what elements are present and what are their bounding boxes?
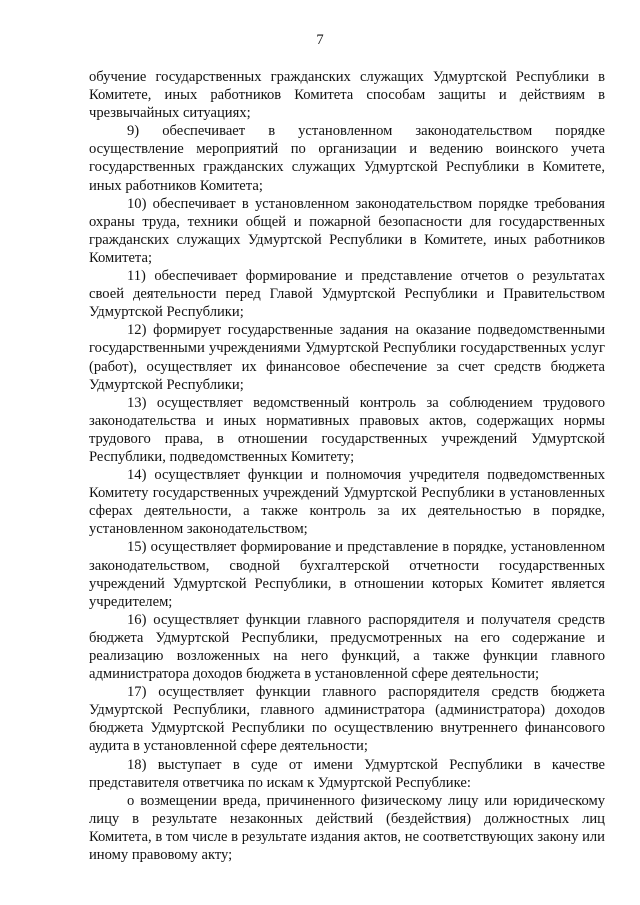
paragraph-item-18: 18) выступает в суде от имени Удмуртской Республики в качестве представителя ответчика по искам к Удмуртской Республике: <box>89 756 605 791</box>
page-number: 7 <box>316 32 324 48</box>
paragraph-item-17: 17) осуществляет функции главного распорядителя средств бюджета Удмуртской Республики, главного администратора (администратора) доходов бюджета Удмуртской Республики по осуществлению внутреннего финансового аудита в установленной сфере деятельности; <box>89 684 605 755</box>
paragraph-item-14: 14) осуществляет функции и полномочия учредителя подведомственных Комитету государственных учреждений Удмуртской Республики в установленных сферах деятельности, а также контроль за их деятельностью в порядке, установленном законодательством; <box>89 467 605 538</box>
paragraph-item-9: 9) обеспечивает в установленном законодательством порядке осуществление мероприятий по организации и ведению воинского учета государственных гражданских служащих Удмуртской Республики в Комитете, иных работников Комитета; <box>89 123 605 194</box>
paragraph-continuation: обучение государственных гражданских служащих Удмуртской Республики в Комитете, иных работников Комитета способам защиты и действиям в чрезвычайных ситуациях; <box>89 69 605 122</box>
paragraph-item-12: 12) формирует государственные задания на оказание подведомственными государственными учреждениями Удмуртской Республики государственных услуг (работ), осуществляет их финансовое обеспечение за счет средств бюджета Удмуртской Республики; <box>89 322 605 393</box>
paragraph-item-16: 16) осуществляет функции главного распорядителя и получателя средств бюджета Удмуртской Республики, предусмотренных на его содержание и реализацию возложенных на него функций, а также функции главного администратора доходов бюджета в установленной сфере деятельности; <box>89 611 605 683</box>
document-body <box>89 68 605 864</box>
paragraph-item-11: 11) обеспечивает формирование и представление отчетов о результатах своей деятельности перед Главой Удмуртской Республики и Правительством Удмуртской Республики; <box>89 268 605 321</box>
paragraph-item-13: 13) осуществляет ведомственный контроль за соблюдением трудового законодательства и иных нормативных правовых актов, содержащих нормы трудового права, в отношении государственных учреждений Удмуртской Республики, подведомственных Комитету; <box>89 394 605 465</box>
paragraph-item-15: 15) осуществляет формирование и представление в порядке, установленном законодательством, сводной бухгалтерской отчетности государственных учреждений Удмуртской Республики, в отношении которых Комитет является учредителем; <box>89 539 605 610</box>
paragraph-item-10: 10) обеспечивает в установленном законодательством порядке требования охраны труда, техники общей и пожарной безопасности для государственных гражданских служащих Удмуртской Республики в Комитете, иных работников Комитета; <box>89 195 605 266</box>
paragraph-item-18-subitem: о возмещении вреда, причиненного физическому лицу или юридическому лицу в результате незаконных действий (бездействия) должностных лиц Комитета, в том числе в результате издания актов, не соответствующих закону или иному правовому акту; <box>89 792 605 864</box>
